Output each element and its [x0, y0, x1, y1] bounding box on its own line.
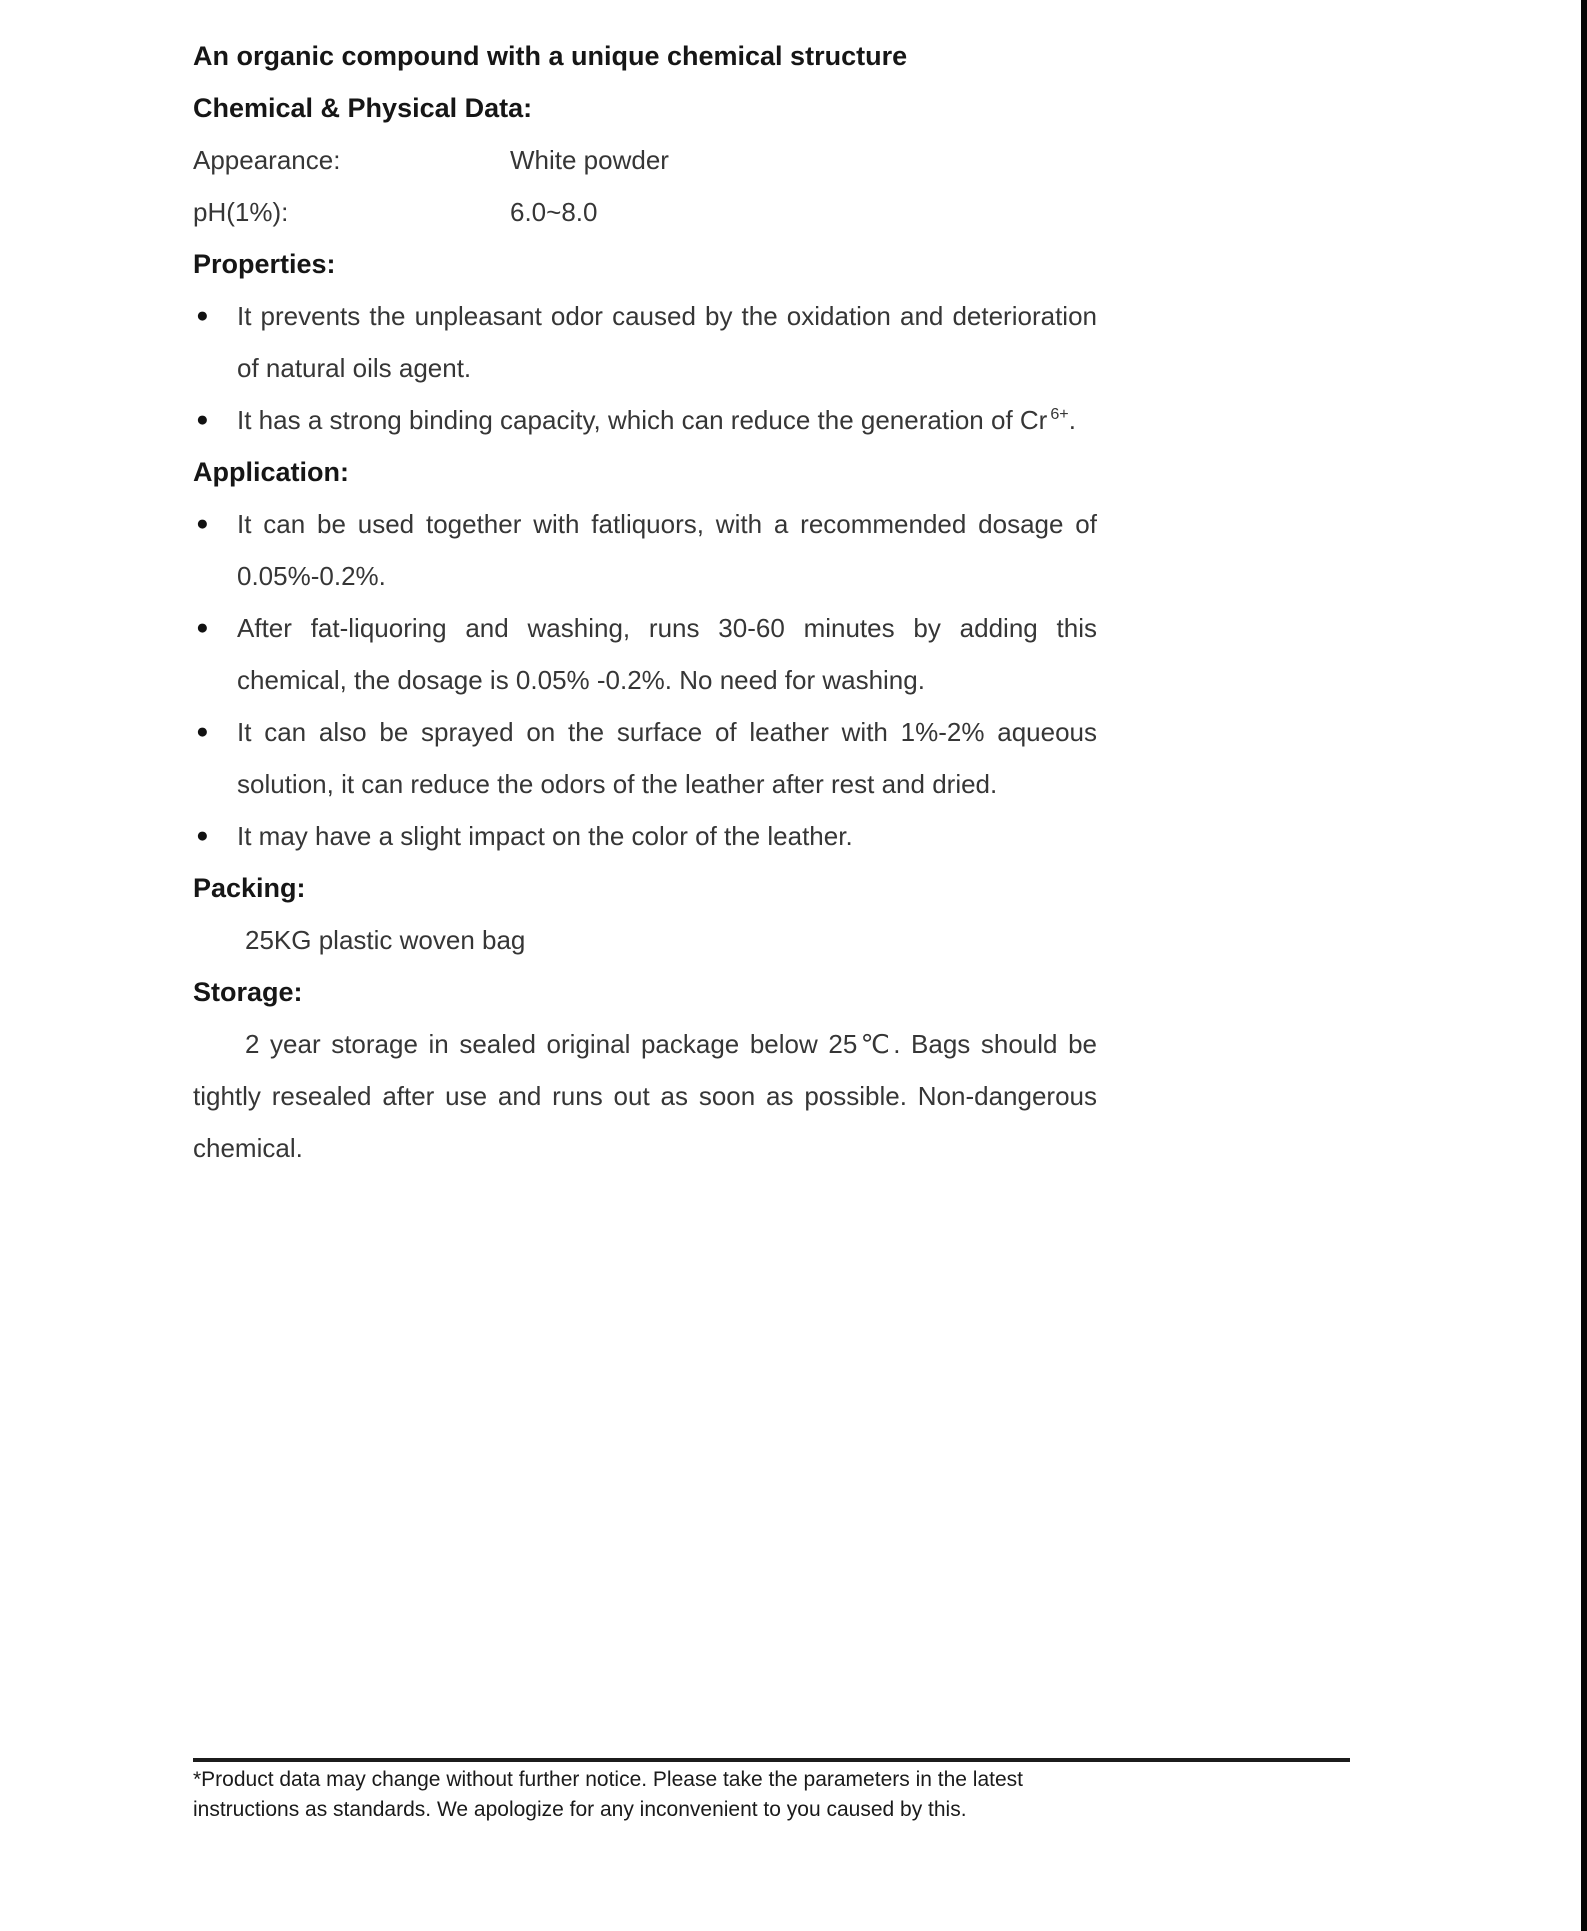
bullet-item-properties-2 — [193, 394, 1097, 446]
footer-note-line: instructions as standards. We apologize for any inconvenient to you caused by this. — [193, 1798, 967, 1821]
bullet-line: It can be used together with fatliquors, with a recommended dosage of — [237, 509, 1097, 539]
bullet-icon: ● — [196, 616, 209, 639]
bullet-icon: ● — [196, 304, 209, 327]
bullet-icon: ● — [196, 408, 209, 431]
spec-value-ph: 6.0~8.0 — [510, 197, 598, 227]
bullet-line: After fat-liquoring and washing, runs 30-60 minutes by adding this — [237, 613, 1097, 643]
bullet-line: solution, it can reduce the odors of the leather after rest and dried. — [237, 769, 998, 799]
section-heading-packing: Packing: — [193, 873, 306, 903]
cr-period: . — [1068, 405, 1076, 435]
bullet-line: It can also be sprayed on the surface of leather with 1%-2% aqueous — [237, 717, 1097, 747]
bullet-icon: ● — [196, 512, 209, 535]
section-heading-properties: Properties: — [193, 249, 336, 279]
bullet-text — [237, 602, 1097, 706]
bullet-text — [237, 706, 1097, 810]
bullet-icon: ● — [196, 824, 209, 847]
bullet-item-application-1 — [193, 498, 1097, 602]
bullet-text — [237, 498, 1097, 602]
spec-value-appearance: White powder — [510, 145, 669, 175]
bullet-line: It may have a slight impact on the color of the leather. — [237, 821, 853, 851]
bullet-item-application-3 — [193, 706, 1097, 810]
page-title: An organic compound with a unique chemical structure — [193, 41, 908, 71]
storage-line: 2 year storage in sealed original package below 25℃. Bags should be — [245, 1029, 1097, 1059]
footer-note — [193, 1765, 1063, 1825]
bullet-text — [237, 290, 1097, 394]
bullet-line: chemical, the dosage is 0.05% -0.2%. No need for washing. — [237, 665, 925, 695]
page-right-border — [1581, 0, 1587, 1931]
document-body — [193, 30, 1097, 1174]
bullet-line: 0.05%-0.2%. — [237, 561, 386, 591]
footer-divider — [193, 1758, 1350, 1762]
cr-superscript: 6+ — [1050, 405, 1069, 424]
spec-label-ph: pH(1%): — [193, 197, 289, 227]
bullet-line: of natural oils agent. — [237, 353, 472, 383]
spec-label-appearance: Appearance: — [193, 145, 341, 175]
page-footer — [193, 1758, 1350, 1825]
storage-paragraph — [193, 1018, 1097, 1174]
bullet-text — [237, 810, 1097, 862]
bullet-line: It prevents the unpleasant odor caused by the oxidation and deterioration — [237, 301, 1097, 331]
packing-value: 25KG plastic woven bag — [245, 925, 526, 955]
bullet-item-properties-1 — [193, 290, 1097, 394]
footer-note-line: *Product data may change without further notice. Please take the parameters in the latest — [193, 1768, 1023, 1791]
cr-text: It has a strong binding capacity, which can reduce the generation of Cr — [237, 405, 1048, 435]
section-heading-chemical-physical-data: Chemical & Physical Data: — [193, 93, 533, 123]
storage-line: chemical. — [193, 1133, 303, 1163]
spec-row-appearance — [193, 134, 1097, 186]
bullet-line — [237, 394, 1097, 446]
bullet-text — [237, 394, 1097, 446]
storage-line: tightly resealed after use and runs out as soon as possible. Non-dangerous — [193, 1081, 1097, 1111]
spec-row-ph — [193, 186, 1097, 238]
section-heading-application: Application: — [193, 457, 349, 487]
bullet-item-application-4 — [193, 810, 1097, 862]
bullet-item-application-2 — [193, 602, 1097, 706]
bullet-icon: ● — [196, 720, 209, 743]
section-heading-storage: Storage: — [193, 977, 303, 1007]
